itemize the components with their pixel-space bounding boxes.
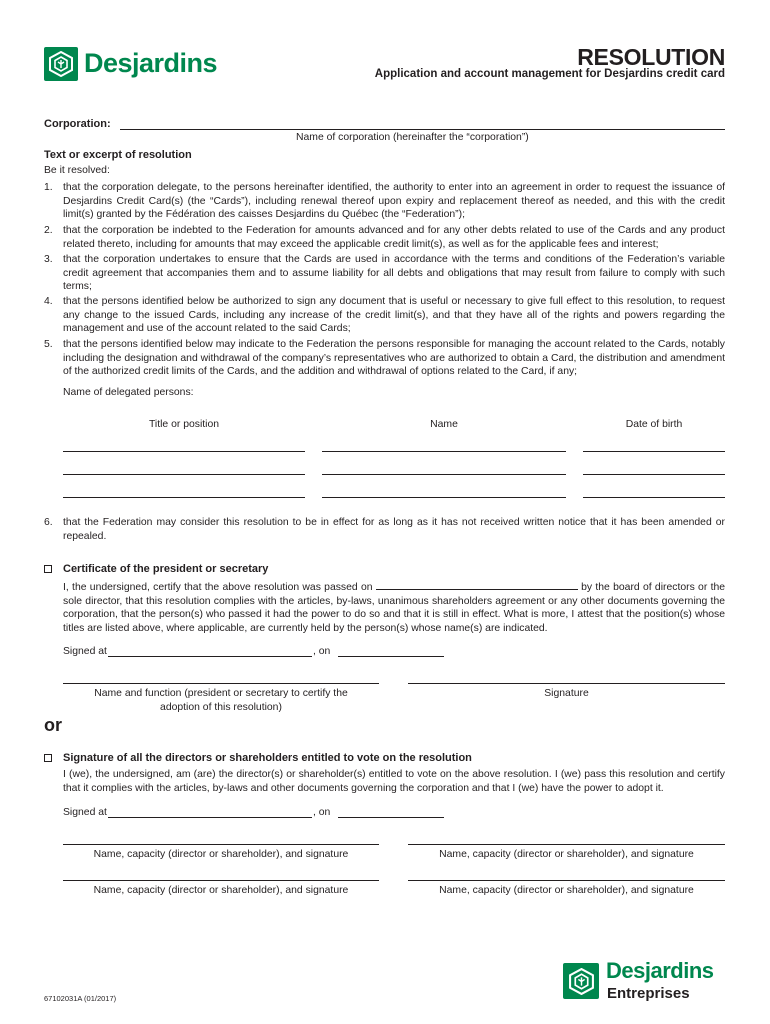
name-field-row-3[interactable] [322,497,566,498]
directors-signed-at-field[interactable] [108,817,312,818]
resolution-item: that the corporation be indebted to the Federation for amounts advanced and for any other debts related to use of the Cards and any product related thereto, including for amounts that may exceed the applicable credit limit(s), as well as for the applicable fees and interest; [63,225,725,250]
signed-on-date-field[interactable] [338,656,444,657]
item-number: 1. [44,182,53,193]
title-field-row-1[interactable] [63,451,305,452]
president-signature-field[interactable] [408,683,725,684]
certificate-text-before: I, the undersigned, certify that the above resolution was passed on [63,582,373,593]
item-number: 3. [44,254,53,265]
column-title-position: Title or position [148,419,220,430]
signature-caption: Signature [544,688,589,699]
corporation-label: Corporation: [44,118,111,130]
item-number: 6. [44,517,53,528]
item-number: 2. [44,225,53,236]
column-date-of-birth: Date of birth [625,419,683,430]
delegated-persons-label: Name of delegated persons: [63,387,194,398]
name-field-row-1[interactable] [322,451,566,452]
footer-logo-subtext: Entreprises [607,985,690,1002]
or-separator: or [44,715,62,735]
on-label: , on [313,646,331,657]
on-label: , on [313,807,331,818]
signed-at-label: Signed at [63,807,107,818]
corporation-caption: Name of corporation (hereinafter the “corporation”) [296,132,529,143]
director-caption: Name, capacity (director or shareholder), and signature [93,849,349,860]
signed-at-field[interactable] [108,656,312,657]
logo-wordmark: Desjardins [84,48,218,78]
director-signature-field-2[interactable] [408,844,725,845]
name-field-row-2[interactable] [322,474,566,475]
page-title: RESOLUTION [577,44,725,70]
name-function-caption: Name and function (president or secretary to certify the adoption of this resolution) [94,688,348,713]
resolution-intro: Be it resolved: [44,165,110,176]
dob-field-row-2[interactable] [583,474,725,475]
director-signature-field-1[interactable] [63,844,379,845]
resolution-item: that the persons identified below be authorized to sign any document that is useful or necessary to give full effect to this resolution, to request any change to the issued Cards, including any increase of the credit limit(s), and that they have all of the rights and powers regarding the management and use of the account related to the said Cards; [63,296,725,334]
resolution-date-field[interactable] [376,580,578,590]
desjardins-entreprises-logo-mark [563,963,599,999]
certificate-heading: Certificate of the president or secretary [63,563,269,575]
certificate-text-after: by the board of directors or the sole director, that this resolution complies with the articles, by-laws, unanimous shareholders agreement or any other documents governing the corporation, that the person(s) who passed it had the power to do so and that it is still in effect. What is more, I attest that the position(s) whose titles are listed above, where applicable, are currently held by the person(s) whose name(s) are indicated. [63,582,726,634]
director-signature-field-4[interactable] [408,880,725,881]
director-caption: Name, capacity (director or shareholder), and signature [439,885,694,896]
director-signature-field-3[interactable] [63,880,379,881]
item-number: 4. [44,296,53,307]
director-caption: Name, capacity (director or shareholder), and signature [93,885,349,896]
certificate-checkbox[interactable] [44,565,52,573]
resolution-item: that the Federation may consider this resolution to be in effect for as long as it has not received written notice that it has been amended or repealed. [63,517,725,542]
dob-field-row-3[interactable] [583,497,725,498]
title-field-row-3[interactable] [63,497,305,498]
hexagon-emblem-icon [48,51,74,77]
footer-logo-wordmark: Desjardins [606,958,714,983]
directors-text: I (we), the undersigned, am (are) the director(s) or shareholder(s) entitled to vote on the above resolution. I (we) pass this resolution and certify that it complies with the articles, by-laws and other documents governing the corporation and that I (we) have the power to adopt it. [63,769,725,794]
president-name-function-field[interactable] [63,683,379,684]
dob-field-row-1[interactable] [583,451,725,452]
resolution-heading: Text or excerpt of resolution [44,149,192,161]
signed-at-label: Signed at [63,646,107,657]
column-name: Name [430,419,458,430]
directors-checkbox[interactable] [44,754,52,762]
desjardins-logo-mark [44,47,78,81]
item-number: 5. [44,339,53,350]
certificate-text [63,580,725,635]
resolution-item: that the corporation delegate, to the persons hereinafter identified, the authority to enter into an agreement in order to request the issuance of Desjardins Credit Card(s) (the “Cards”), including renewal thereof upon expiry and replacement thereof as needed, and this with the credit limit(s) granted by the Fédération des caisses Desjardins du Québec (the “Federation”); [63,182,725,220]
corporation-name-field[interactable] [120,129,725,130]
form-code: 67102031A (01/2017) [44,994,117,1003]
directors-signed-on-date-field[interactable] [338,817,444,818]
hexagon-emblem-icon [568,968,595,995]
page-subtitle: Application and account management for Desjardins credit card [374,68,725,80]
resolution-item: that the corporation undertakes to ensure that the Cards are used in accordance with the terms and conditions of the Federation’s variable credit agreement that accompanies them and to assume liability for all debts and obligations that may result from failure to comply with such terms; [63,254,725,292]
title-field-row-2[interactable] [63,474,305,475]
director-caption: Name, capacity (director or shareholder), and signature [439,849,694,860]
resolution-item: that the persons identified below may indicate to the Federation the persons responsible for managing the account related to the Cards, notably including the designation and withdrawal of the company’s representatives who are authorized to obtain a Card, the distribution and amendment of the authorized credit limits of the Cards, and the addition and withdrawal of options related to the Card, if any; [63,339,725,377]
directors-heading: Signature of all the directors or shareholders entitled to vote on the resolution [63,752,472,764]
